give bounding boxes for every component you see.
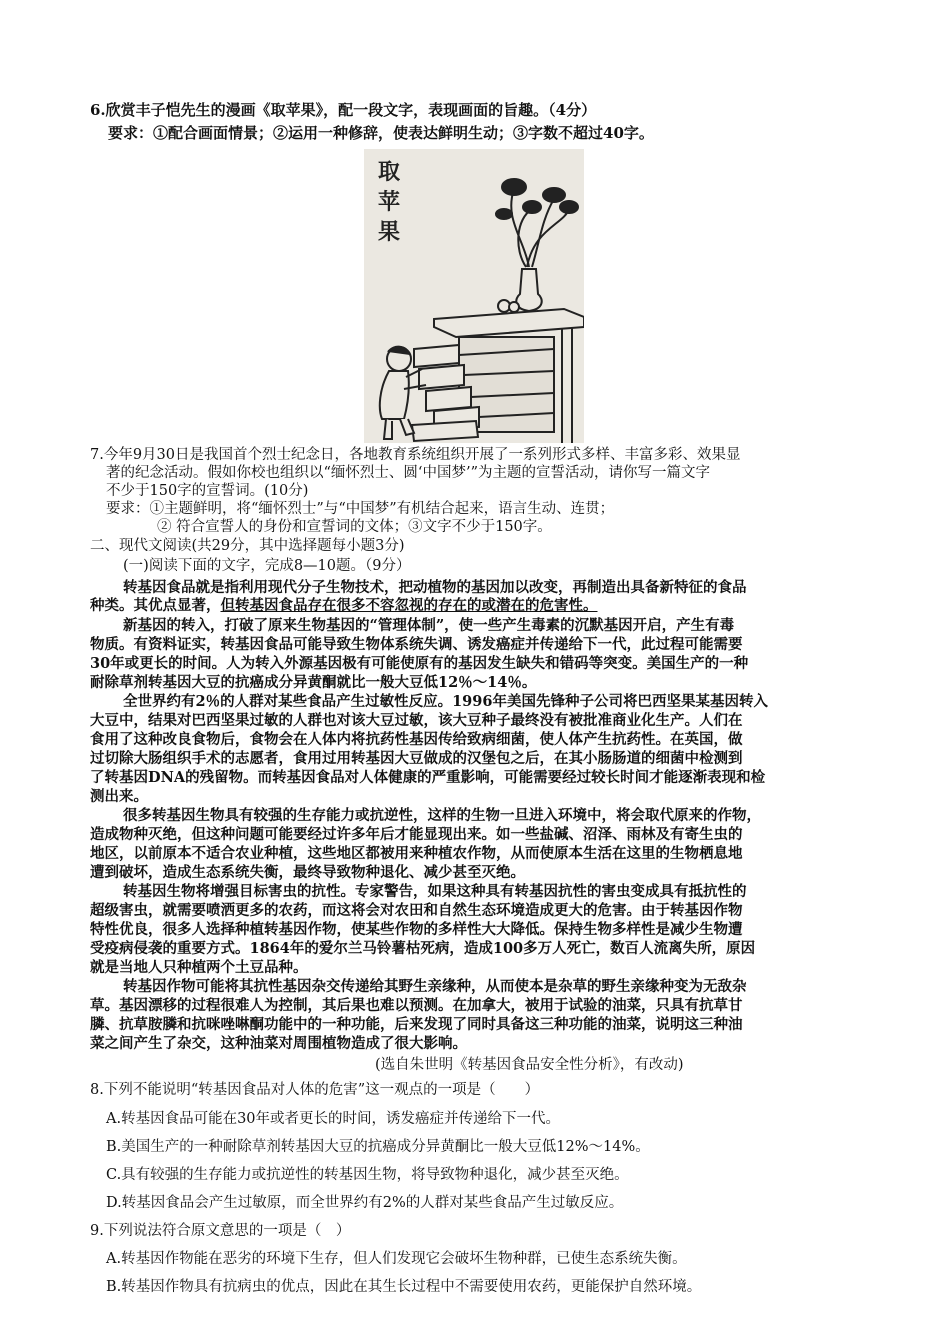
passage-line: 大豆中，结果对巴西坚果过敏的人群也对该大豆过敏，该大豆种子最终没有被批准商业化生产。人们在 xyxy=(90,712,743,729)
passage-line: 测出来。 xyxy=(90,788,148,805)
q8-stem: 8.下列不能说明“转基因食品对人体的危害”这一观点的一项是（ ） xyxy=(90,1082,540,1098)
passage-line: 了转基因DNA的残留物。而转基因食品对人体健康的严重影响，可能需要经过较长时间才能逐渐表现和检 xyxy=(90,769,766,786)
passage-text: 种类。其优点显著， xyxy=(90,597,221,614)
q9-stem: 9.下列说法符合原文意思的一项是（ ） xyxy=(90,1223,351,1239)
passage-line: 转基因作物可能将其抗性基因杂交传递给其野生亲缘种，从而使本是杂草的野生亲缘种变为无敌杂 xyxy=(123,978,747,995)
calligraphy-char: 苹 xyxy=(378,189,401,215)
q8-option-d: D.转基因食品会产生过敏原，而全世界约有2%的人群对某些食品产生过敏反应。 xyxy=(106,1195,624,1211)
section-title: 二、现代文阅读(共29分，其中选择题每小题3分) xyxy=(90,538,405,554)
q8-option-b: B.美国生产的一种耐除草剂转基因大豆的抗癌成分异黄酮比一般大豆低12%～14%。 xyxy=(106,1139,650,1155)
passage-line: 造成物种灭绝，但这种问题可能要经过许多年后才能显现出来。如一些盐碱、沼泽、雨林及有寄生虫的 xyxy=(90,826,743,843)
passage-line: 草。基因漂移的过程很难人为控制，其后果也难以预测。在加拿大，被用于试验的油菜，只具有抗草甘 xyxy=(90,997,743,1014)
passage-line: 特性优良，很多人选择种植转基因作物，使某些作物的多样性大大降低。保持生物多样性是减少生物遭 xyxy=(90,921,743,938)
passage-line: 转基因食品就是指利用现代分子生物技术，把动植物的基因加以改变，再制造出具备新特征的食品 xyxy=(123,579,747,596)
passage-line: 物质。有资料证实，转基因食品可能导致生物体系统失调、诱发癌症并传递给下一代，此过程可能需要 xyxy=(90,636,743,653)
apple xyxy=(509,302,519,312)
q8-option-c: C.具有较强的生存能力或抗逆性的转基因生物，将导致物种退化，减少甚至灭绝。 xyxy=(106,1167,629,1183)
passage-line: 过切除大肠组织手术的志愿者，食用过用转基因大豆做成的汉堡包之后，在其小肠肠道的细菌中检测到 xyxy=(90,750,743,767)
passage-line: 耐除草剂转基因大豆的抗癌成分异黄酮就比一般大豆低12％～14％。 xyxy=(90,674,537,691)
passage-line: 遭到破坏，造成生态系统失衡，最终导致物种退化、减少甚至灭绝。 xyxy=(90,864,525,881)
calligraphy-char: 果 xyxy=(378,219,401,245)
q7-requirement: 要求：①主题鲜明，将“缅怀烈士”与“中国梦”有机结合起来，语言生动、连贯； xyxy=(106,501,615,517)
q6-requirements: 要求：①配合画面情景；②运用一种修辞，使表达鲜明生动；③字数不超过40字。 xyxy=(108,124,654,142)
passage-line: 很多转基因生物具有较强的生存能力或抗逆性，这样的生物一旦进入环境中，将会取代原来的作物， xyxy=(123,807,761,824)
calligraphy-char: 取 xyxy=(378,159,401,185)
q6-title: 6.欣赏丰子恺先生的漫画《取苹果》，配一段文字，表现画面的旨趣。（4分） xyxy=(90,101,597,119)
passage-line: 就是当地人只种植两个土豆品种。 xyxy=(90,959,308,976)
q7-line: 著的纪念活动。假如你校也组织以“缅怀烈士、圆‘中国梦’”为主题的宣誓活动，请你写一篇文字 xyxy=(106,465,711,481)
passage-line: 全世界约有2％的人群对某些食品产生过敏性反应。1996年美国先锋种子公司将巴西坚果某基因转入 xyxy=(123,693,768,710)
passage-line: 转基因生物将增强目标害虫的抗性。专家警告，如果这种具有转基因抗性的害虫变成具有抵抗性的 xyxy=(123,883,747,900)
passage-line xyxy=(90,596,598,615)
passage-line: 膦、抗草胺膦和抗咪唑啉酮功能中的一种功能，后来发现了同时具备这三种功能的油菜，说明这三种油 xyxy=(90,1016,743,1033)
q9-option-b: B.转基因作物具有抗病虫的优点，因此在其生长过程中不需要使用农药，更能保护自然环境。 xyxy=(106,1279,702,1295)
cartoon-take-apple-image xyxy=(364,149,584,443)
passage-line: 新基因的转入，打破了原来生物基因的“管理体制”，使一些产生毒素的沉默基因开启，产生有毒 xyxy=(123,617,735,634)
q7-line: 不少于150字的宣誓词。(10分) xyxy=(106,483,309,499)
passage-line: 30年或更长的时间。人为转入外源基因极有可能使原有的基因发生缺失和错码等突变。美国生产的一种 xyxy=(90,655,749,672)
passage-line: 菜之间产生了杂交，这种油菜对周围植物造成了很大影响。 xyxy=(90,1035,467,1052)
section-subtitle: (一)阅读下面的文字，完成8—10题。（9分） xyxy=(123,558,411,574)
passage-source: (选自朱世明《转基因食品安全性分析》，有改动) xyxy=(375,1057,684,1073)
q8-option-a: A.转基因食品可能在30年或者更长的时间，诱发癌症并传递给下一代。 xyxy=(106,1111,561,1127)
calligraphy-title xyxy=(378,159,400,245)
q9-option-a: A.转基因作物能在恶劣的环境下生存，但人们发现它会破坏生物种群，已使生态系统失衡。 xyxy=(106,1251,687,1267)
underlined-sentence: 但转基因食品存在很多不容忽视的存在的或潜在的危害性。 xyxy=(220,597,598,614)
passage-line: 受疫病侵袭的重要方式。1864年的爱尔兰马铃薯枯死病，造成100多万人死亡，数百人流离失所，原因 xyxy=(90,940,756,957)
q7-requirement: ② 符合宣誓人的身份和宣誓词的文体；③文字不少于150字。 xyxy=(157,519,552,535)
passage-line: 食用了这种改良食物后，食物会在人体内将抗药性基因传给致病细菌，使人体产生抗药性。在英国，做 xyxy=(90,731,743,748)
passage-line: 超级害虫，就需要喷洒更多的农药，而这将会对农田和自然生态环境造成更大的危害。由于转基因作物 xyxy=(90,902,743,919)
passage-line: 地区，以前原本不适合农业种植，这些地区都被用来种植农作物，从而使原本生活在这里的生物栖息地 xyxy=(90,845,743,862)
q7-line: 7.今年9月30日是我国首个烈士纪念日，各地教育系统组织开展了一系列形式多样、丰富多彩、效果显 xyxy=(90,447,741,463)
